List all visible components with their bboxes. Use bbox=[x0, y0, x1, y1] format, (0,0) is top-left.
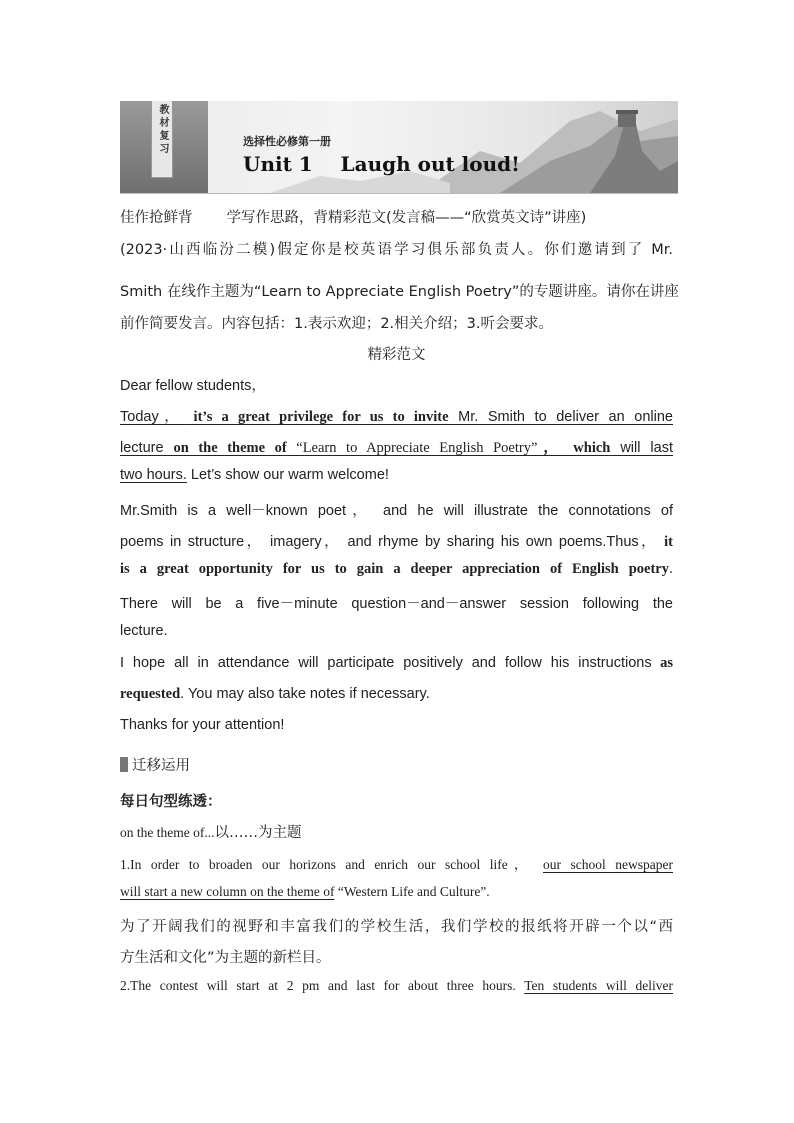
essay-greeting: Dear fellow students， bbox=[120, 378, 266, 394]
essay-highlight: as bbox=[651, 655, 673, 671]
practice-heading: 迁移运用 bbox=[132, 758, 190, 774]
example-line bbox=[120, 978, 673, 994]
section-heading: 佳作抢鲜背 bbox=[120, 210, 193, 226]
essay-text: will last bbox=[610, 440, 673, 456]
essay-line bbox=[120, 467, 673, 483]
example-underlined: will start a new column on the theme of bbox=[120, 884, 335, 899]
essay-highlight: ， which bbox=[537, 440, 611, 456]
essay-line bbox=[120, 530, 673, 551]
example-underlined: Ten students will deliver bbox=[524, 978, 673, 993]
example-translation: 方生活和文化”为主题的新栏目。 bbox=[120, 950, 331, 966]
essay-title: 精彩范文 bbox=[367, 347, 426, 363]
essay-text: two hours. bbox=[120, 467, 187, 483]
essay-line: Mr.Smith is a well－known poet， and he will illustrate the connotations of bbox=[120, 503, 673, 519]
unit-banner bbox=[120, 101, 678, 194]
essay-highlight: is a great opportunity for us to gain a deeper appreciation of English poetry bbox=[120, 561, 669, 577]
essay-text: Today， bbox=[120, 409, 185, 425]
essay-closing: Thanks for your attention! bbox=[120, 717, 285, 733]
essay-line: lecture. bbox=[120, 623, 168, 639]
prompt-line: 前作简要发言。内容包括：1.表示欢迎；2.相关介绍；3.听会要求。 bbox=[120, 316, 554, 332]
essay-highlight: on the theme of bbox=[173, 440, 287, 456]
section-marker-icon bbox=[120, 757, 128, 772]
prompt-line: Smith 在线作主题为“Learn to Appreciate English Poetry”的专题讲座。请你在讲座 bbox=[120, 284, 679, 300]
practice-header bbox=[120, 754, 673, 775]
practice-subheading: 每日句型练透： bbox=[120, 794, 222, 810]
phrase-english: on the theme of... bbox=[120, 825, 215, 840]
prompt-line: (2023·山西临汾二模)假定你是校英语学习俱乐部负责人。你们邀请到了 Mr. bbox=[120, 242, 673, 258]
essay-highlight: requested bbox=[120, 686, 181, 702]
essay-line bbox=[120, 686, 673, 703]
essay-line bbox=[120, 436, 673, 457]
example-text: 1.In order to broaden our horizons and enrich our school life， bbox=[120, 857, 544, 872]
essay-line bbox=[120, 561, 673, 578]
essay-text: Mr. Smith to deliver an online bbox=[448, 409, 673, 425]
essay-text: I hope all in attendance will participate positively and follow his instructions bbox=[120, 655, 652, 671]
essay-line: There will be a five－minute question－and－answer session following the bbox=[120, 596, 673, 612]
banner-subtitle: 选择性必修第一册 bbox=[243, 135, 331, 148]
essay-highlight: it bbox=[658, 534, 673, 550]
example-text: “Western Life and Culture”. bbox=[334, 884, 490, 899]
essay-line bbox=[120, 655, 673, 672]
essay-text: lecture bbox=[120, 440, 174, 456]
phrase-chinese: 以……为主题 bbox=[214, 825, 302, 841]
section-subheading: 学写作思路，背精彩范文(发言稿——“欣赏英文诗”讲座) bbox=[226, 210, 587, 226]
essay-text: Let’s show our warm welcome! bbox=[186, 467, 389, 483]
essay-line bbox=[120, 405, 673, 426]
essay-text: . bbox=[668, 561, 673, 577]
review-tag-label: 教材复习 bbox=[157, 104, 168, 156]
section-header bbox=[120, 206, 673, 227]
example-line bbox=[120, 884, 673, 900]
mountain-wall-illustration bbox=[120, 101, 678, 193]
example-text: 2.The contest will start at 2 pm and last for about three hours. bbox=[120, 978, 525, 993]
phrase-line bbox=[120, 821, 673, 842]
example-underlined: our school newspaper bbox=[543, 857, 673, 872]
example-translation: 为了开阔我们的视野和丰富我们的学校生活，我们学校的报纸将开辟一个以“西 bbox=[120, 919, 673, 935]
banner-title: Unit 1 Laugh out loud! bbox=[243, 152, 520, 176]
essay-text: “Learn to Appreciate English Poetry” bbox=[286, 440, 538, 456]
essay-highlight: it’s a great privilege for us to invite bbox=[184, 409, 449, 425]
essay-text: poems in structure， imagery， and rhyme by sharing his own poems.Thus， bbox=[120, 534, 659, 550]
essay-text: . You may also take notes if necessary. bbox=[180, 686, 430, 702]
example-line bbox=[120, 853, 673, 873]
